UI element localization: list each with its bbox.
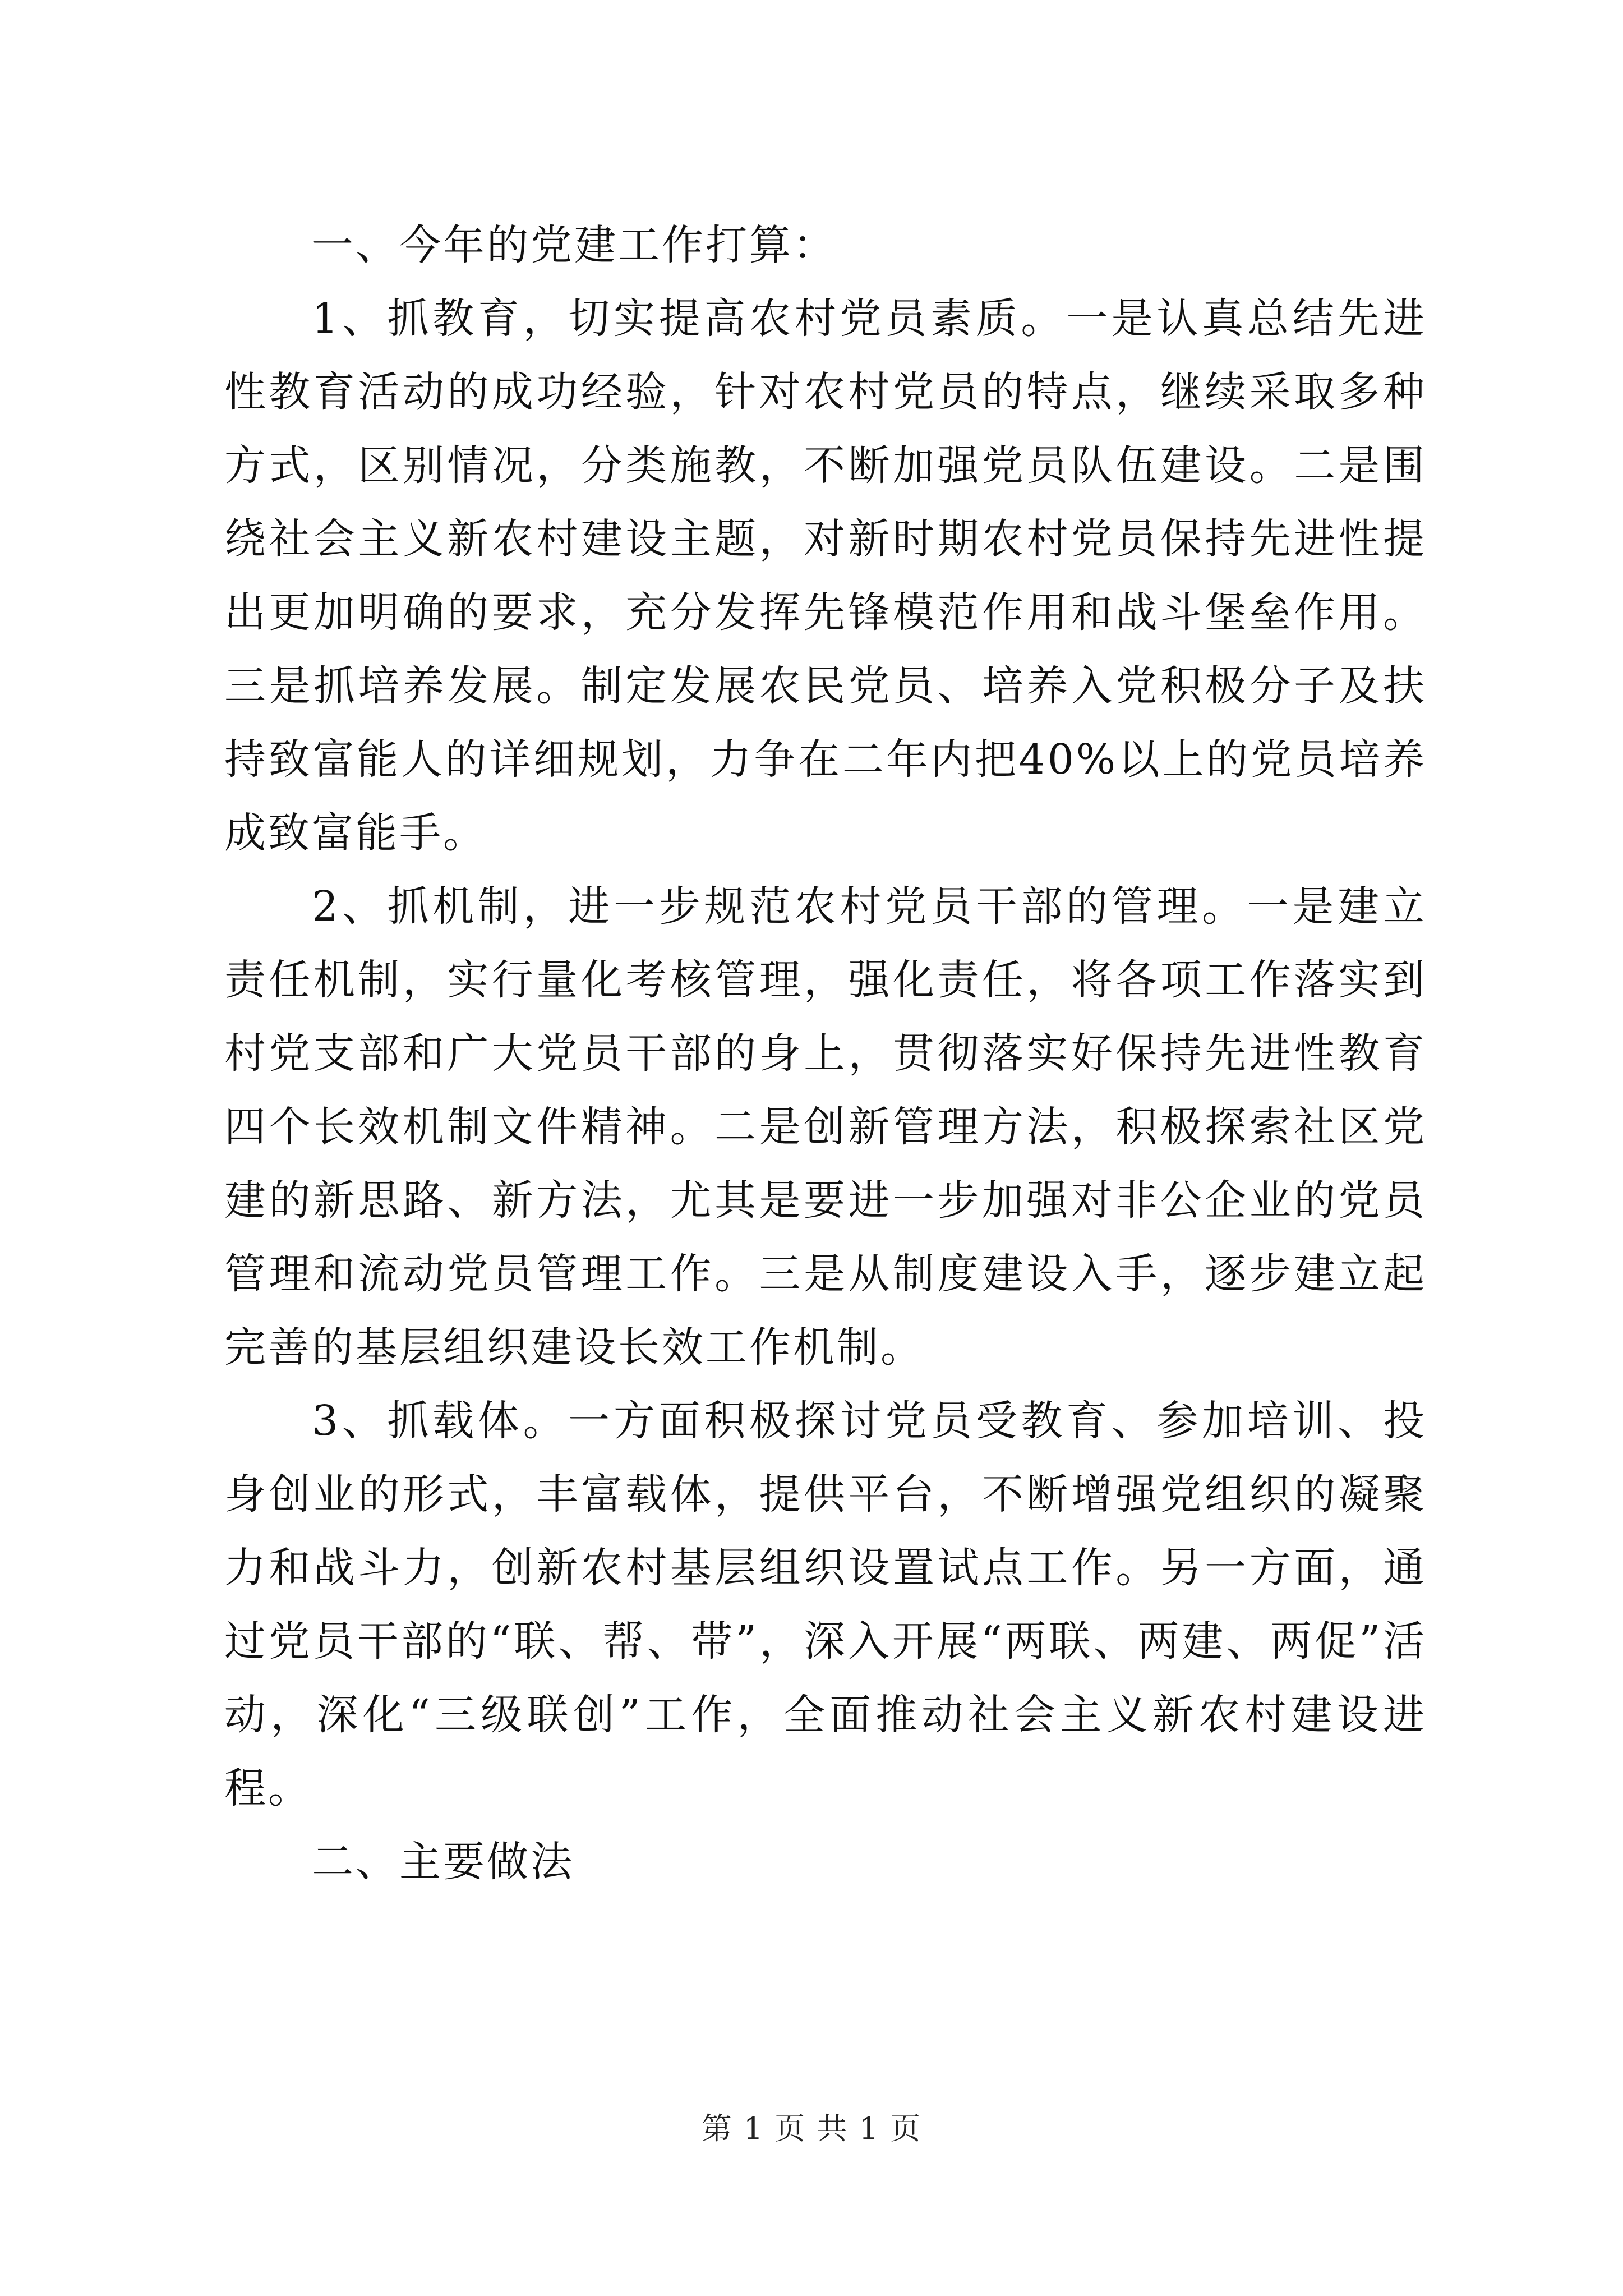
paragraph-education: 1、抓教育，切实提高农村党员素质。一是认真总结先进性教育活动的成功经验，针对农村党员的特点，继续采取多种方式，区别情况，分类施教，不断加强党员队伍建设。二是围绕社会主义新农村建设主题，对新时期农村党员保持先进性提出更加明确的要求，充分发挥先锋模范作用和战斗堡垒作用。三是抓培养发展。制定发展农民党员、培养入党积极分子及扶持致富能人的详细规划，力争在二年内把40%以上的党员培养成致富能手。 [224, 295, 1427, 857]
section-heading-plan: 一、今年的党建工作打算： [312, 221, 837, 269]
paragraph-mechanism: 2、抓机制，进一步规范农村党员干部的管理。一是建立责任机制，实行量化考核管理，强化责任，将各项工作落实到村党支部和广大党员干部的身上，贯彻落实好保持先进性教育四个长效机制文件精神。二是创新管理方法，积极探索社区党建的新思路、新方法，尤其是要进一步加强对非公企业的党员管理和流动党员管理工作。三是从制度建设入手，逐步建立起完善的基层组织建设长效工作机制。 [224, 882, 1427, 1372]
document-body [224, 209, 1427, 1899]
section-heading-methods: 二、主要做法 [312, 1838, 574, 1886]
paragraph-carrier: 3、抓载体。一方面积极探讨党员受教育、参加培训、投身创业的形式，丰富载体，提供平台，不断增强党组织的凝聚力和战斗力，创新农村基层组织设置试点工作。另一方面，通过党员干部的“联、帮、带”，深入开展“两联、两建、两促”活动，深化“三级联创”工作，全面推动社会主义新农村建设进程。 [224, 1397, 1427, 1812]
page-footer: 第 1 页 共 1 页 [701, 2111, 922, 2146]
